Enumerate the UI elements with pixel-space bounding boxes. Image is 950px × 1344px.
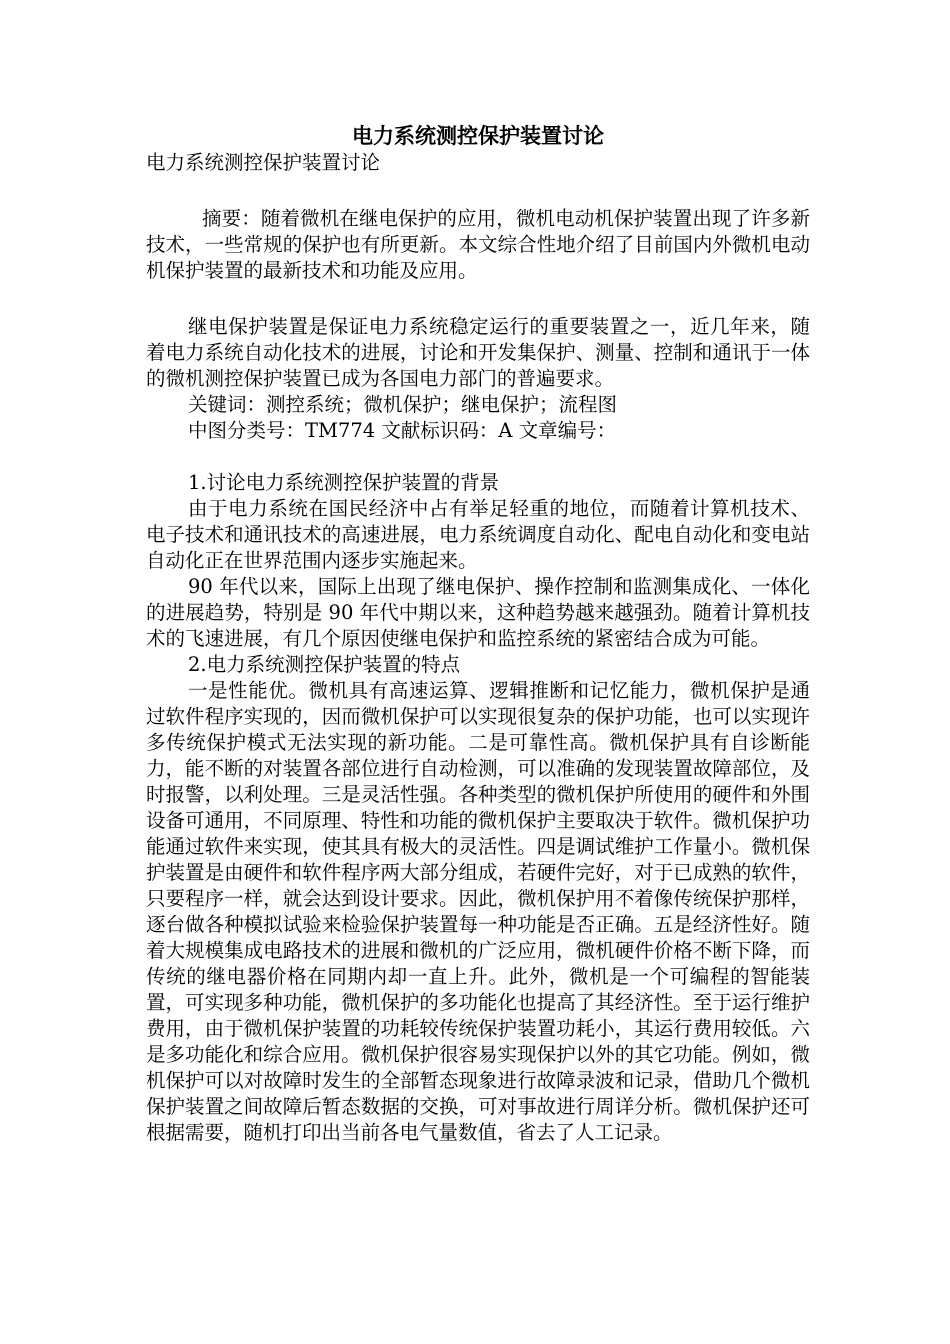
document-page [146, 122, 810, 1146]
spacer [146, 444, 810, 470]
section1-heading: 1.讨论电力系统测控保护装置的背景 [188, 471, 500, 494]
spacer [146, 176, 810, 206]
spacer [146, 284, 810, 314]
section1-paragraph-1: 由于电力系统在国民经济中占有举足轻重的地位，而随着计算机技术、电子技术和通讯技术的高速进展，电力系统调度自动化、配电自动化和变电站自动化正在世界范围内逐步实施起来。 [146, 497, 810, 572]
keywords-line: 关键词：测控系统；微机保护；继电保护；流程图 [188, 393, 618, 416]
intro-paragraph: 继电保护装置是保证电力系统稳定运行的重要装置之一，近几年来，随着电力系统自动化技术的进展，讨论和开发集保护、测量、控制和通讯于一体的微机测控保护装置已成为各国电力部门的普遍要求。 [146, 315, 810, 390]
document-subtitle: 电力系统测控保护装置讨论 [146, 151, 381, 174]
section1-paragraph-2: 90 年代以来，国际上出现了继电保护、操作控制和监测集成化、一体化的进展趋势，特别是 90 年代中期以来，这种趋势越来越强劲。随着计算机技术的飞速进展，有几个原因使继电保护和监控系统的紧密结合成为可能。 [146, 575, 810, 650]
abstract-paragraph: 摘要：随着微机在继电保护的应用，微机电动机保护装置出现了许多新技术，一些常规的保护也有所更新。本文综合性地介绍了目前国内外微机电动机保护装置的最新技术和功能及应用。 [146, 207, 810, 282]
classification-line: 中图分类号：TM774 文献标识码：A 文章编号： [188, 419, 617, 442]
section2-paragraph-1: 一是性能优。微机具有高速运算、逻辑推断和记忆能力，微机保护是通过软件程序实现的，因而微机保护可以实现很复杂的保护功能，也可以实现许多传统保护模式无法实现的新功能。二是可靠性高。微机保护具有自诊断能力，能不断的对装置各部位进行自动检测，可以准确的发现装置故障部位，及时报警，以利处理。三是灵活性强。各种类型的微机保护所使用的硬件和外围设备可通用，不同原理、特性和功能的微机保护主要取决于软件。微机保护功能通过软件来实现，使其具有极大的灵活性。四是调试维护工作量小。微机保护装置是由硬件和软件程序两大部分组成，若硬件完好，对于已成熟的软件，只要程序一样，就会达到设计要求。因此，微机保护用不着像传统保护那样，逐台做各种模拟试验来检验保护装置每一种功能是否正确。五是经济性好。随着大规模集成电路技术的进展和微机的广泛应用，微机硬件价格不断下降，而传统的继电器价格在同期内却一直上升。此外，微机是一个可编程的智能装置，可实现多种功能，微机保护的多功能化也提高了其经济性。至于运行维护费用，由于微机保护装置的功耗较传统保护装置功耗小，其运行费用较低。六是多功能化和综合应用。微机保护很容易实现保护以外的其它功能。例如，微机保护可以对故障时发生的全部暂态现象进行故障录波和记录，借助几个微机保护装置之间故障后暂态数据的交换，可对事故进行周详分析。微机保护还可根据需要，随机打印出当前各电气量数值，省去了人工记录。 [146, 679, 810, 1144]
document-title: 电力系统测控保护装置讨论 [352, 123, 604, 148]
section2-heading: 2.电力系统测控保护装置的特点 [188, 653, 461, 676]
